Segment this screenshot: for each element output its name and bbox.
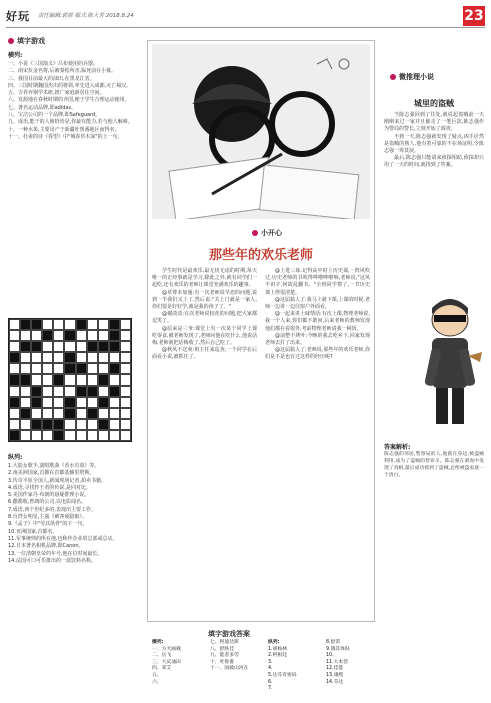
- grid-block: [109, 363, 120, 374]
- grid-block: [20, 341, 31, 352]
- grid-cell: [42, 341, 53, 352]
- mini-story-paragraph: 当陈志强回到了住处,就说起盗贼前一天刚刚来过一家并且偷走了一笔巨款,陈志强作为警局的警长,立刻开始了调查。: [384, 112, 484, 133]
- grid-cell: [9, 363, 20, 374]
- grid-cell: [20, 419, 31, 430]
- grid-cell: [64, 374, 75, 385]
- bullet-icon: [252, 230, 258, 236]
- grid-cell: [20, 330, 31, 341]
- grid-block: [9, 352, 20, 363]
- grid-block: [9, 430, 20, 441]
- grid-cell: [20, 352, 31, 363]
- grid-block: [76, 319, 87, 330]
- down-clue: 7.成语,西个世纪多的,表现出主要工作。: [8, 506, 96, 513]
- across-clue: 十、一种水果,主要出产于新疆吐鲁番地区而得名。: [8, 126, 120, 133]
- story-paragraph: @草尊本加施:有一次老师说早恋的问题,说到一半我们又上了,然后说:"关上门就是一家人,你们要是好好学,就是我的孩子了。": [152, 289, 257, 311]
- grid-block: [42, 419, 53, 430]
- grid-cell: [42, 319, 53, 330]
- answer-entry: 三、大庆油田: [152, 659, 181, 665]
- grid-cell: [9, 408, 20, 419]
- grid-cell: [20, 363, 31, 374]
- grid-cell: [42, 352, 53, 363]
- grid-cell: [76, 419, 87, 430]
- across-clue: 六、发源地在春秋时期的齐国,便于学生合理运动使用。: [8, 97, 130, 104]
- answer-entry: 一、方天画戟: [152, 646, 181, 652]
- grid-block: [64, 330, 75, 341]
- grid-cell: [76, 374, 87, 385]
- grid-block: [20, 408, 31, 419]
- grid-block: [31, 397, 42, 408]
- bullet-icon: [390, 74, 396, 80]
- across-clue: 一、小说《三国演义》吕布使用的兵器。: [8, 61, 99, 67]
- grid-block: [109, 341, 120, 352]
- grid-cell: [20, 397, 31, 408]
- story-paragraph: 学生时代是最欢乐,最无忧无虑的时期,每天唯一的正经事就是学习,除此之外,就有同学们一起吃,还有欢乐的老师让课堂充满欢乐的趣事。: [152, 268, 257, 289]
- answer-entry: 9.饿其体肤: [326, 646, 350, 652]
- page-header: [6, 6, 485, 28]
- grid-cell: [87, 419, 98, 430]
- student-sleeping-illustration: [152, 44, 370, 219]
- story-paragraph: @上进三妹:记得高中时上历史课,一阵风吹过,历史老师的书吹得哗啦哗啦响,老师说,"这风不识字,何故乱翻书。"全班同学愣了,一节历史课上得很清楚。: [265, 268, 370, 296]
- grid-cell: [9, 341, 20, 352]
- grid-block: [87, 341, 98, 352]
- grid-cell: [87, 374, 98, 385]
- answer-entry: 2.阿根廷: [268, 653, 287, 659]
- down-clue: 5.美国作家丹·布朗的悬疑推理小说。: [8, 492, 90, 499]
- answer-text: 陈志强的邻居,警察局的人,他就在身边,被盗贼利用,成为了盗贼的替罪羊。陈志强在调查中发现了真相,最后成功抓到了盗贼,还给被盗家庭一个清白。: [384, 452, 484, 478]
- grid-block: [76, 363, 87, 374]
- grid-block: [87, 386, 98, 397]
- down-clue: 8.台湾女明星,主演《刺客聂隐娘》。: [8, 514, 87, 521]
- grid-cell: [87, 319, 98, 330]
- story-paragraph: @一起来讲土味情话:有次上课,物理老师说,我一个人来,你们都不敢问,后来老师的教师发现他们都在看窗外,考前物理老师请我一顿饭。: [265, 311, 370, 332]
- down-clue: 3.传奇平原全国人,新闻现场记者,拍卖书籍。: [8, 477, 106, 484]
- grid-block: [64, 408, 75, 419]
- answer-entry: 10.: [326, 653, 334, 659]
- grid-cell: [20, 386, 31, 397]
- down-clue: 12.日本著名相机品牌,即Canon。: [8, 543, 84, 550]
- thief-illustration: [410, 290, 484, 430]
- story-body: [152, 268, 370, 362]
- grid-cell: [120, 374, 131, 385]
- down-clue: 2.南美洲国家,首都在首都基辅里塔斯。: [8, 470, 95, 477]
- down-clue: 6.撒都收,曾朗的公司,以电影闻名。: [8, 499, 86, 506]
- grid-cell: [98, 363, 109, 374]
- grid-cell: [120, 352, 131, 363]
- story-paragraph: @原来是三爷:课堂上有一次某个同学上课吃零食,被老师发现了,老师问他在吃什么,他说话梅,老师就把话梅收了,然后自己吃了。: [152, 325, 257, 347]
- grid-cell: [109, 374, 120, 385]
- answer-entry: 13.康熙: [326, 672, 344, 678]
- grid-cell: [64, 341, 75, 352]
- grid-cell: [31, 408, 42, 419]
- crossword-clues-down: [8, 449, 136, 565]
- grid-cell: [42, 363, 53, 374]
- grid-cell: [98, 430, 109, 441]
- mini-story-tag: 微推理小说: [390, 72, 434, 82]
- story-paragraph: @这届搞人了:我马上就下课,上课的时候,老师一边讲一边往窗户外面看。: [265, 296, 370, 311]
- grid-cell: [87, 330, 98, 341]
- grid-cell: [9, 330, 20, 341]
- down-clue: 9.《孟子》中"劳其筋骨"的下一句。: [8, 521, 88, 528]
- grid-cell: [9, 319, 20, 330]
- grid-cell: [98, 352, 109, 363]
- grid-cell: [120, 408, 131, 419]
- grid-block: [53, 374, 64, 385]
- down-clue: 13.一位清朝皇帝的年号,他在位时间最长。: [8, 550, 103, 557]
- grid-cell: [98, 319, 109, 330]
- grid-cell: [53, 352, 64, 363]
- grid-cell: [109, 419, 120, 430]
- grid-block: [109, 319, 120, 330]
- grid-block: [64, 363, 75, 374]
- page-number: 23: [464, 8, 484, 24]
- answer-entry: 11.大本营: [326, 659, 349, 665]
- answers-table: 横列: 一、方天画戟 二、岳飞 三、大庆油田 四、邓艾 五、 六、 七、阿迪达斯 八、舒肤佳 九、能者多劳 十、吐鲁番 十一、国破山河在 纵列: 1.胡杨林 2.阿根廷 3. 4. 5.达芬奇密码 6. 7. 8.舒淇 9.饿其体肤 10. 11.大本营 12.佳能 13.康熙 14.芬达: [152, 640, 380, 693]
- answer-entry: 六、: [152, 679, 162, 685]
- grid-cell: [53, 341, 64, 352]
- grid-block: [98, 374, 109, 385]
- grid-block: [109, 330, 120, 341]
- answers-title: 填字游戏答案: [208, 630, 250, 638]
- story-paragraph: @谢淡淡:有次老师说校花的问题,把大家都逗笑了。: [152, 311, 257, 325]
- answer-label: 答案解析:: [384, 444, 411, 451]
- grid-cell: [53, 397, 64, 408]
- down-clue: 14.法国可口可乐推出的一款饮料名称。: [8, 557, 96, 564]
- crossword-heading: 填字游戏: [8, 36, 136, 46]
- story-paragraph: @这届搞人了:老师说,那些年的欢乐老师,你们是不是也有过这样的经历呢?: [265, 347, 370, 361]
- grid-cell: [64, 386, 75, 397]
- grid-block: [20, 319, 31, 330]
- grid-cell: [42, 374, 53, 385]
- grid-cell: [64, 430, 75, 441]
- grid-cell: [76, 408, 87, 419]
- grid-cell: [98, 408, 109, 419]
- answer-entry: 五、: [152, 672, 162, 678]
- grid-block: [109, 386, 120, 397]
- grid-block: [42, 330, 53, 341]
- down-clue: 1.大陆女歌手,演唱歌曲《香水有毒》等。: [8, 463, 100, 469]
- grid-block: [31, 341, 42, 352]
- grid-cell: [109, 397, 120, 408]
- grid-cell: [120, 430, 131, 441]
- grid-cell: [64, 319, 75, 330]
- grid-block: [76, 386, 87, 397]
- grid-cell: [76, 397, 87, 408]
- answer-entry: 6.: [268, 679, 273, 685]
- grid-cell: [53, 319, 64, 330]
- grid-cell: [120, 330, 131, 341]
- crossword-grid: [8, 318, 132, 442]
- answer-entry: 5.达芬奇密码: [268, 672, 297, 678]
- grid-cell: [109, 352, 120, 363]
- answer-entry: 十、吐鲁番: [210, 659, 234, 665]
- crossword-clues-across: [8, 36, 136, 141]
- down-label: 纵列:: [8, 454, 23, 461]
- grid-block: [98, 397, 109, 408]
- across-clue: 三、我国目前最大的油田,在黑龙江省。: [8, 75, 95, 82]
- across-clue: 二、南宋抗金名将,后被秦桧所害,临死前在小狱。: [8, 68, 117, 75]
- grid-cell: [120, 363, 131, 374]
- grid-cell: [76, 352, 87, 363]
- grid-cell: [20, 430, 31, 441]
- across-clue: 八、宝洁公司的一个品牌,即Safeguard。: [8, 112, 101, 119]
- story-paragraph: @前整不烤叶:今晚的我去吃乡下,回家发现老师去打了出来。: [265, 332, 370, 347]
- mini-story-paragraph: 不到一天,陈志强就发现了疑点,凶手居然是盗贼的熟人,他有着可靠的不在场证明,令陈志强一筹莫展。: [384, 133, 484, 155]
- answer-entry: 3.: [268, 659, 273, 665]
- grid-cell: [76, 430, 87, 441]
- grid-cell: [120, 341, 131, 352]
- bullet-icon: [8, 38, 14, 44]
- mini-story-body: [384, 112, 484, 170]
- grid-cell: [42, 408, 53, 419]
- grid-cell: [98, 330, 109, 341]
- across-clue: 七、著名运动品牌,即adidas。: [8, 104, 77, 111]
- grid-block: [9, 397, 20, 408]
- grid-block: [53, 430, 64, 441]
- grid-cell: [31, 374, 42, 385]
- grid-cell: [9, 419, 20, 430]
- grid-block: [98, 341, 109, 352]
- answer-entry: 1.胡杨林: [268, 646, 287, 652]
- grid-cell: [120, 419, 131, 430]
- grid-cell: [76, 341, 87, 352]
- grid-block: [53, 419, 64, 430]
- grid-block: [20, 374, 31, 385]
- mini-story-paragraph: 最后,陈志强只能请来侦探相助,侦探却只用了一天的时间,就找到了答案。: [384, 155, 484, 169]
- down-clue: 4.成语,寻找作王者的传说,是同对比。: [8, 484, 91, 491]
- answer-entry: 十一、国破山河在: [210, 666, 249, 672]
- grid-cell: [9, 386, 20, 397]
- section-logo: 好玩: [6, 10, 30, 23]
- answer-entry: 14.芬达: [326, 679, 344, 685]
- across-clue: 十一、杜甫的诗《春望》中"城春草木深"的上一句。: [8, 133, 123, 140]
- grid-cell: [120, 319, 131, 330]
- grid-block: [31, 386, 42, 397]
- answer-entry: 12.佳能: [326, 666, 344, 672]
- grid-cell: [109, 408, 120, 419]
- grid-block: [98, 419, 109, 430]
- grid-cell: [42, 397, 53, 408]
- grid-cell: [87, 352, 98, 363]
- grid-cell: [42, 386, 53, 397]
- grid-cell: [98, 386, 109, 397]
- masked-thief-icon: [410, 290, 484, 430]
- story-title: 那些年的欢乐老师: [208, 248, 313, 263]
- grid-block: [9, 374, 20, 385]
- grid-cell: [53, 386, 64, 397]
- grid-cell: [53, 408, 64, 419]
- grid-cell: [31, 352, 42, 363]
- grid-cell: [31, 430, 42, 441]
- answer-entry: 八、舒肤佳: [210, 646, 234, 652]
- grid-cell: [120, 397, 131, 408]
- answer-entry: 4.: [268, 666, 273, 672]
- mini-story-title: 城里的盗贼: [414, 98, 454, 108]
- across-label: 横列:: [8, 52, 23, 59]
- across-clue: 四、三国时期魏国杰出的将领,率先进入成都,灭亡蜀汉。: [8, 82, 132, 89]
- grid-cell: [87, 397, 98, 408]
- answer-entry: 7.: [268, 686, 273, 692]
- grid-cell: [87, 430, 98, 441]
- grid-cell: [76, 330, 87, 341]
- grid-cell: [120, 386, 131, 397]
- grid-block: [31, 319, 42, 330]
- story-illustration: [152, 44, 370, 219]
- answer-entry: 二、岳飞: [152, 653, 172, 659]
- across-clue: 五、吉祥弃钢学术研,推广家庭新居住空间。: [8, 90, 105, 97]
- grid-block: [87, 408, 98, 419]
- grid-cell: [64, 419, 75, 430]
- answer-entry: 8.舒淇: [326, 640, 341, 645]
- grid-cell: [53, 330, 64, 341]
- grid-cell: [31, 330, 42, 341]
- grid-cell: [53, 363, 64, 374]
- down-clue: 10.亚洲国家,首都名。: [8, 528, 58, 535]
- story-tag: 小开心: [252, 228, 282, 238]
- down-clue: 11.军事统帅的所在地,也称作企业的总部或总店。: [8, 535, 118, 542]
- answer-entry: 七、阿迪达斯: [210, 640, 239, 645]
- grid-cell: [42, 430, 53, 441]
- grid-cell: [87, 363, 98, 374]
- grid-block: [31, 419, 42, 430]
- story-paragraph: @秋风不送爽:班主任来巡查,一个同学在后面看小说,被抓住了。: [152, 347, 257, 361]
- grid-cell: [31, 363, 42, 374]
- across-clue: 九、成语,能干的人俯拾皆是,你最有能力,若与他人解难。: [8, 119, 133, 126]
- answer-entry: 九、能者多劳: [210, 653, 239, 659]
- grid-cell: [109, 430, 120, 441]
- editor-credits: 责任编辑:郭蓉 版式:陈大芳 2018.8.24: [38, 13, 134, 19]
- answer-entry: 四、邓艾: [152, 666, 172, 672]
- grid-block: [64, 397, 75, 408]
- grid-block: [64, 352, 75, 363]
